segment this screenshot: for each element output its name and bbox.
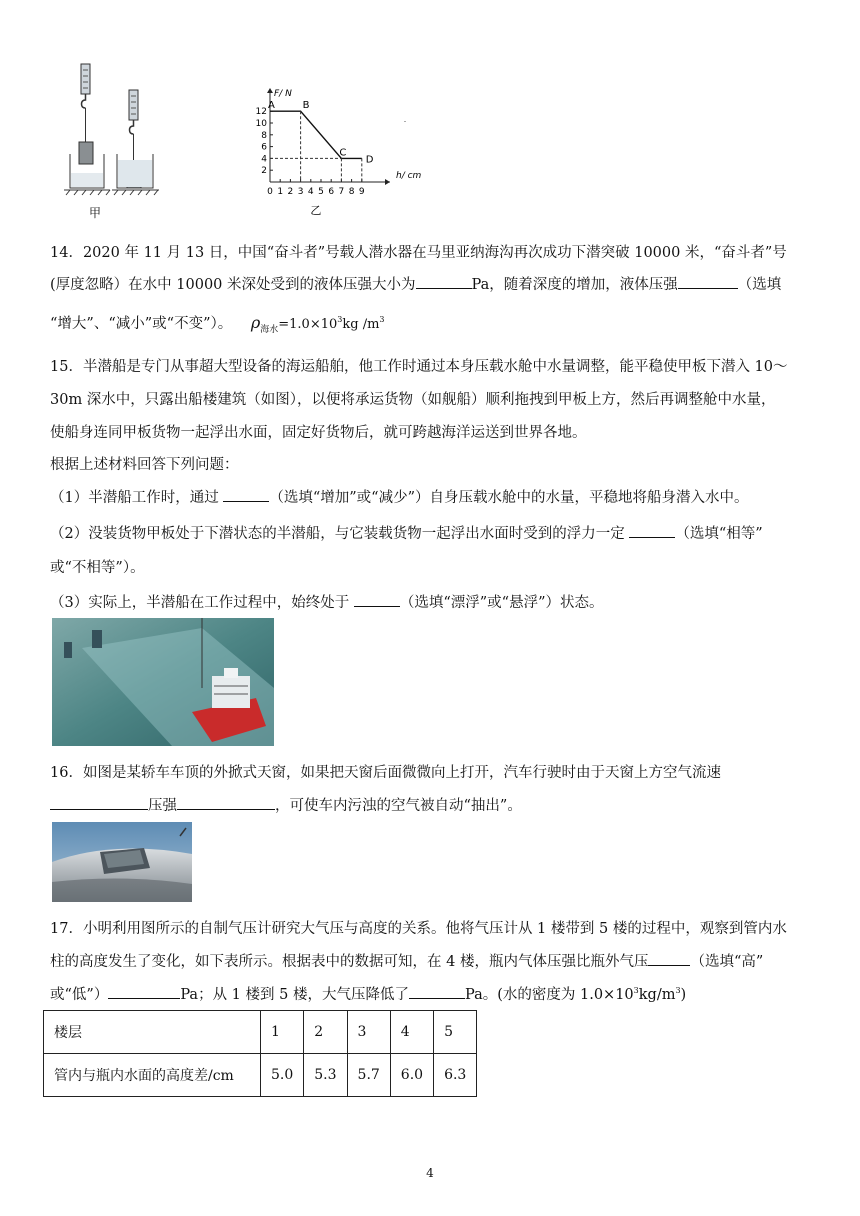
force-depth-line — [270, 111, 362, 158]
q15-sub2-cont: 或“不相等”）。 — [50, 560, 145, 576]
q17-blank-diff[interactable] — [108, 984, 180, 999]
x-tick-label: 6 — [328, 187, 335, 197]
q14-blank-pressure[interactable] — [416, 274, 472, 289]
table-cell: 1 — [261, 1011, 304, 1054]
table-cell: 5.3 — [304, 1054, 347, 1097]
q14-line1: 14．2020 年 11 月 13 日，中国“奋斗者”号载人潜水器在马里亚纳海沟再次成功下潜突破 10000 米，“奋斗者”号 — [50, 245, 787, 261]
q17-data-table — [43, 1010, 477, 1097]
table-cell: 5.7 — [347, 1054, 390, 1097]
x-tick-label: 8 — [348, 187, 355, 197]
q17-line1: 17．小明利用图所示的自制气压计研究大气压与高度的关系。他将气压计从 1 楼带到 5 楼的过程中，观察到管内水 — [50, 921, 787, 937]
q15-prompt: 根据上述材料回答下列问题： — [50, 457, 239, 473]
q16-blank-speed[interactable] — [50, 795, 148, 810]
y-tick-label: 2 — [261, 166, 267, 177]
q14-line2: (厚度忽略）在水中 10000 米深处受到的液体压强大小为 Pa，随着深度的增加，液体压强 （选填 — [50, 273, 781, 294]
y-tick-label: 8 — [261, 130, 267, 141]
q14-blank-trend[interactable] — [678, 274, 738, 289]
q15-sub2: （2）没装货物甲板处于下潜状态的半潜船，与它装载货物一起浮出水面时受到的浮力一定 （选填“相等” — [50, 522, 763, 543]
y-tick-label: 4 — [261, 154, 267, 165]
q17-line2: 柱的高度发生了变化，如下表所示。根据表中的数据可知，在 4 楼，瓶内气体压强比瓶外气压 （选填“高” — [50, 950, 763, 971]
stray-mark — [404, 121, 406, 122]
x-tick-label: 1 — [277, 187, 284, 197]
x-tick-label: 5 — [318, 187, 324, 197]
table-row — [44, 1054, 477, 1097]
q14-line3: “增大”、“减小”或“不变”）。 $\rho_{海水}=1.0\times 10^3kg$ $/m^3$ — [50, 313, 385, 335]
table-cell: 5.0 — [261, 1054, 304, 1097]
table-cell: 6.0 — [390, 1054, 433, 1097]
x-tick-label: 9 — [358, 187, 365, 197]
q17-line3: 或“低”） Pa；从 1 楼到 5 楼，大气压降低了 Pa。(水的密度为 $1.0\times 10^3kg/m^3$) — [50, 983, 686, 1004]
y-tick-label: 12 — [255, 107, 267, 118]
table-header-floor: 楼层 — [44, 1011, 261, 1054]
table-cell: 2 — [304, 1011, 347, 1054]
q17-blank-drop[interactable] — [409, 984, 465, 999]
q15-sub1: （1）半潜船工作时，通过 （选填“增加”或“减少”）自身压载水舱中的水量，平稳地将船身潜入水中。 — [50, 486, 749, 507]
q16-line1: 16．如图是某轿车车顶的外掀式天窗，如果把天窗后面微微向上打开，汽车行驶时由于天窗上方空气流速 — [50, 765, 721, 781]
table-cell: 3 — [347, 1011, 390, 1054]
x-tick-label: 3 — [297, 187, 304, 197]
point-label-d: D — [365, 154, 374, 166]
table-header-height: 管内与瓶内水面的高度差/cm — [44, 1054, 261, 1097]
table-cell: 5 — [434, 1011, 477, 1054]
point-label-c: C — [339, 147, 347, 159]
q17-blank-compare[interactable] — [648, 951, 690, 966]
table-cell: 4 — [390, 1011, 433, 1054]
x-tick-label: 2 — [287, 187, 294, 197]
figure-yi-graph — [250, 82, 430, 227]
x-tick-label: 7 — [338, 187, 345, 197]
table-row — [44, 1011, 477, 1054]
page-number: 4 — [426, 1166, 434, 1180]
q16-line2: 压强 ，可使车内污浊的空气被自动“抽出”。 — [50, 794, 522, 815]
x-axis-label: h/ cm — [396, 171, 422, 181]
figure-jia-caption: 甲 — [89, 206, 102, 220]
x-tick-label: 4 — [307, 187, 314, 197]
car-sunroof-photo — [52, 822, 192, 902]
point-label-b: B — [302, 100, 310, 112]
q15-sub3: （3）实际上，半潜船在工作过程中，始终处于 （选填“漂浮”或“悬浮”）状态。 — [50, 591, 604, 612]
q15-blank-2[interactable] — [629, 523, 675, 538]
point-label-a: A — [268, 100, 275, 112]
x-tick-label: 0 — [267, 187, 273, 197]
figure-jia — [60, 62, 160, 222]
graph-axes — [267, 88, 390, 185]
q15-blank-3[interactable] — [354, 592, 400, 607]
y-tick-label: 6 — [261, 142, 267, 153]
table-cell: 6.3 — [434, 1054, 477, 1097]
q15-para1: 15．半潜船是专门从事超大型设备的海运船舶，他工作时通过本身压载水舱中水量调整，能平稳使甲板下潜入 10～ — [50, 359, 788, 375]
q15-blank-1[interactable] — [223, 487, 269, 502]
y-tick-label: 10 — [255, 119, 267, 129]
q15-para3: 使船身连同甲板货物一起浮出水面，固定好货物后，就可跨越海洋运送到世界各地。 — [50, 425, 587, 441]
figure-yi-caption: 乙 — [310, 204, 322, 217]
q16-blank-pressure[interactable] — [177, 795, 275, 810]
x-axis-arrow — [385, 179, 390, 185]
semi-submersible-ship-photo — [52, 618, 274, 746]
y-axis-label: F/ N — [274, 89, 292, 99]
y-axis-arrow — [267, 88, 273, 93]
q15-para2: 30m 深水中，只露出船楼建筑（如图），以便将承运货物（如舰船）顺利拖拽到甲板上方，然后再调整舱中水量， — [50, 392, 776, 408]
